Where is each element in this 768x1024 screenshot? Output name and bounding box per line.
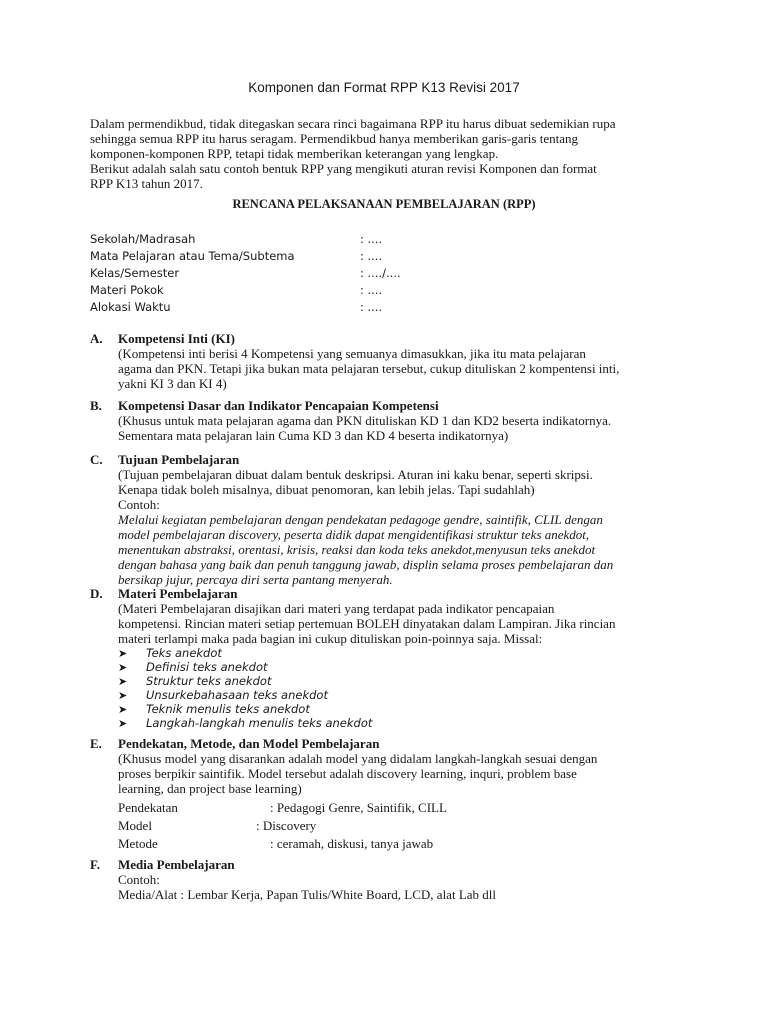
- method-row: [118, 836, 690, 854]
- list-item-text: Unsurkebahasaan teks anekdot: [146, 688, 328, 702]
- identity-label: Materi Pokok: [90, 283, 164, 297]
- identity-row: [90, 266, 490, 283]
- section-letter: A.: [90, 331, 103, 346]
- example-line: model pembelajaran discovery, peserta didik dapat mengidentifikasi struktur teks anekdot,: [118, 527, 590, 542]
- arrowhead-bullet-icon: ➤: [118, 703, 128, 716]
- body-line: (Tujuan pembelajaran dibuat dalam bentuk deskripsi. Aturan ini kaku benar, seperti skripsi.: [118, 467, 593, 482]
- example-line: dengan bahasa yang baik dan penuh tanggung jawab, displin selama proses pembelajaran dan: [118, 557, 614, 572]
- list-item: [118, 702, 690, 716]
- body-line: Contoh:: [118, 497, 160, 512]
- arrowhead-bullet-icon: ➤: [118, 647, 128, 660]
- list-item-text: Langkah-langkah menulis teks anekdot: [146, 716, 373, 730]
- identity-table: [90, 232, 490, 317]
- model-value: : Discovery: [256, 818, 317, 833]
- identity-value: : ....: [360, 300, 383, 314]
- section-title: Tujuan Pembelajaran: [118, 452, 240, 467]
- intro-line: Berikut adalah salah satu contoh bentuk RPP yang mengikuti aturan revisi Komponen dan format: [90, 161, 597, 176]
- section-body: [118, 601, 690, 646]
- body-line: (Materi Pembelajaran disajikan dari materi yang terdapat pada indikator pencapaian: [118, 601, 555, 616]
- section-letter: C.: [90, 452, 103, 467]
- body-line: agama dan PKN. Tetapi jika bukan mata pelajaran tersebut, cukup dituliskan 2 kompentensi inti,: [118, 361, 620, 376]
- identity-value: : ..../....: [360, 266, 401, 280]
- section-body: [118, 467, 690, 587]
- body-line: materi terlampi maka pada bagian ini cukup dituliskan poin-poinnya saja. Missal:: [118, 631, 543, 646]
- section-title: Kompetensi Inti (KI): [118, 331, 235, 346]
- section-body: [118, 413, 690, 443]
- identity-row: [90, 283, 490, 300]
- section-pendekatan-metode-model: [90, 736, 690, 854]
- rpp-heading: RENCANA PELAKSANAAN PEMBELAJARAN (RPP): [232, 197, 536, 211]
- section-title: Pendekatan, Metode, dan Model Pembelajaran: [118, 736, 380, 751]
- section-media-pembelajaran: [90, 857, 690, 902]
- section-title: Materi Pembelajaran: [118, 586, 238, 601]
- identity-label: Mata Pelajaran atau Tema/Subtema: [90, 249, 295, 263]
- intro-paragraph: [90, 116, 690, 191]
- section-tujuan-pembelajaran: [90, 452, 690, 587]
- section-kompetensi-inti: [90, 331, 690, 391]
- section-title: Kompetensi Dasar dan Indikator Pencapaian Kompetensi: [118, 398, 439, 413]
- body-line: learning, dan project base learning): [118, 781, 302, 796]
- intro-line: Dalam permendikbud, tidak ditegaskan secara rinci bagaimana RPP itu harus dibuat sedemikian rupa: [90, 116, 616, 131]
- section-materi-pembelajaran: [90, 586, 690, 730]
- method-value: : ceramah, diskusi, tanya jawab: [270, 836, 434, 851]
- body-line: Contoh:: [118, 872, 160, 887]
- arrowhead-bullet-icon: ➤: [118, 717, 128, 730]
- section-kompetensi-dasar: [90, 398, 690, 443]
- example-line: menentukan abstraksi, orentasi, krisis, reaksi dan koda teks anekdot,menyusun teks anekdot: [118, 542, 596, 557]
- list-item-text: Teks anekdot: [146, 646, 222, 660]
- body-line: kompetensi. Rincian materi setiap pertemuan BOLEH dinyatakan dalam Lampiran. Jika rincian: [118, 616, 616, 631]
- identity-label: Kelas/Semester: [90, 266, 180, 280]
- intro-line: RPP K13 tahun 2017.: [90, 176, 203, 191]
- arrowhead-bullet-icon: ➤: [118, 661, 128, 674]
- section-letter: E.: [90, 736, 102, 751]
- section-body: [118, 346, 690, 391]
- method-label: Metode: [118, 836, 158, 851]
- example-line: bersikap jujur, percaya diri serta pantang menyerah.: [118, 572, 393, 587]
- identity-value: : ....: [360, 249, 383, 263]
- identity-label: Sekolah/Madrasah: [90, 232, 196, 246]
- identity-label: Alokasi Waktu: [90, 300, 171, 314]
- list-item: [118, 660, 690, 674]
- materi-bullet-list: [118, 646, 690, 730]
- arrowhead-bullet-icon: ➤: [118, 675, 128, 688]
- model-row: [118, 818, 690, 836]
- body-line: yakni KI 3 dan KI 4): [118, 376, 227, 391]
- list-item: [118, 688, 690, 702]
- section-letter: D.: [90, 586, 103, 601]
- intro-line: komponen-komponen RPP, tetapi tidak memberikan keterangan yang lengkap.: [90, 146, 499, 161]
- identity-value: : ....: [360, 283, 383, 297]
- body-line: Kenapa tidak boleh misalnya, dibuat penomoran, kan lebih jelas. Tapi sudahlah): [118, 482, 535, 497]
- document-title: Komponen dan Format RPP K13 Revisi 2017: [248, 80, 520, 95]
- body-line: (Khusus untuk mata pelajaran agama dan PKN dituliskan KD 1 dan KD2 beserta indikatornya.: [118, 413, 612, 428]
- body-line: (Khusus model yang disarankan adalah model yang didalam langkah-langkah sesuai dengan: [118, 751, 598, 766]
- identity-row: [90, 300, 490, 317]
- identity-row: [90, 232, 490, 249]
- approach-row: [118, 800, 690, 818]
- body-line: Media/Alat : Lembar Kerja, Papan Tulis/White Board, LCD, alat Lab dll: [118, 887, 497, 902]
- identity-value: : ....: [360, 232, 383, 246]
- list-item: [118, 716, 690, 730]
- body-line: proses berpikir saintifik. Model tersebut adalah discovery learning, inquri, problem base: [118, 766, 577, 781]
- intro-line: sehingga semua RPP itu harus seragam. Permendikbud hanya memberikan garis-garis tentang: [90, 131, 578, 146]
- section-body: [118, 872, 690, 902]
- section-letter: F.: [90, 857, 100, 872]
- model-label: Model: [118, 818, 152, 833]
- approach-value: : Pedagogi Genre, Saintifik, CILL: [270, 800, 447, 815]
- list-item-text: Teknik menulis teks anekdot: [146, 702, 310, 716]
- list-item-text: Definisi teks anekdot: [146, 660, 268, 674]
- section-body: [118, 751, 690, 854]
- approach-label: Pendekatan: [118, 800, 178, 815]
- identity-row: [90, 249, 490, 266]
- list-item-text: Struktur teks anekdot: [146, 674, 272, 688]
- example-line: Melalui kegiatan pembelajaran dengan pendekatan pedagoge gendre, saintifik, CLIL dengan: [118, 512, 603, 527]
- section-title: Media Pembelajaran: [118, 857, 235, 872]
- list-item: [118, 674, 690, 688]
- body-line: Sementara mata pelajaran lain Cuma KD 3 dan KD 4 beserta indikatornya): [118, 428, 509, 443]
- section-letter: B.: [90, 398, 102, 413]
- arrowhead-bullet-icon: ➤: [118, 689, 128, 702]
- body-line: (Kompetensi inti berisi 4 Kompetensi yang semuanya dimasukkan, jika itu mata pelajaran: [118, 346, 586, 361]
- list-item: [118, 646, 690, 660]
